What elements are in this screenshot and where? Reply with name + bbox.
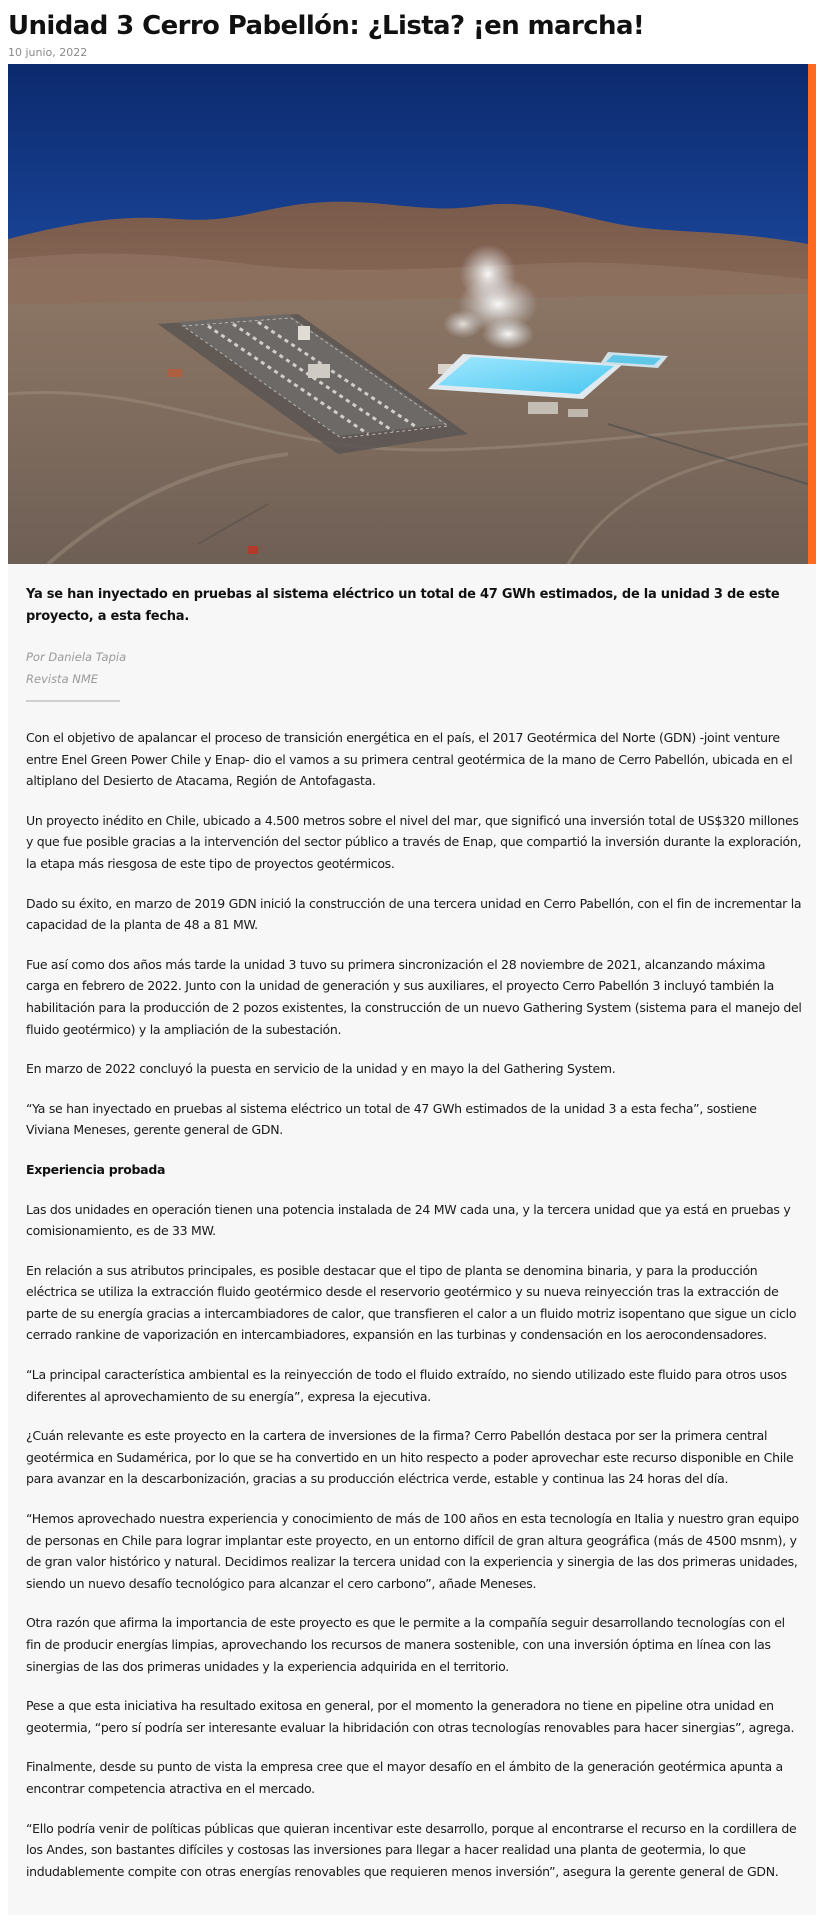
author-name: Por Daniela Tapia (26, 650, 127, 664)
article-date: 10 junio, 2022 (8, 46, 88, 59)
publication-name: Revista NME (26, 672, 99, 686)
article-lead: Ya se han inyectado en pruebas al sistema eléctrico un total de 47 GWh estimados, de la unidad 3 de este proyecto, a esta fecha. (26, 587, 780, 624)
article-body (8, 564, 816, 1915)
paragraph: Finalmente, desde su punto de vista la empresa cree que el mayor desafío en el ámbito de la generación geotérmica apunta a encontrar competencia atractiva en el mercado. (26, 1759, 783, 1796)
paragraph: ¿Cuán relevante es este proyecto en la cartera de inversiones de la firma? Cerro Pabellón destaca por ser la primera central geotérmica en Sudamérica, por lo que se ha convertido en un hito respecto a poder aprovechar este recurso disponible en Chile para avanzar en la descarbonización, gracias a su producción eléctrica verde, estable y continua las 24 horas del día. (26, 1428, 794, 1487)
paragraph: “Ello podría venir de políticas públicas que quieran incentivar este desarrollo, porque al encontrarse el recurso en la cordillera de los Andes, son bastantes difíciles y costosas las inversiones para llegar a hacer realidad una planta de geotermia, lo que indudablemente compite con otras energías renovables que requieren menos inversión”, asegura la gerente general de GDN. (26, 1820, 797, 1879)
paragraph: Pese a que esta iniciativa ha resultado exitosa en general, por el momento la generadora no tiene en pipeline otra unidad en geotermia, “pero sí podría ser interesante evaluar la hibridación con otras tecnologías renovables para hacer sinergias”, agrega. (26, 1698, 795, 1735)
paragraph: “La principal característica ambiental es la reinyección de todo el fluido extraído, no siendo utilizado este fluido para otros usos diferentes al aprovechamiento de su energía”, expresa la ejecutiva. (26, 1367, 787, 1404)
hero-image (8, 64, 808, 564)
article-content (26, 584, 802, 1900)
paragraph: En marzo de 2022 concluyó la puesta en servicio de la unidad y en mayo la del Gathering System. (26, 1061, 616, 1077)
paragraph: Un proyecto inédito en Chile, ubicado a 4.500 metros sobre el nivel del mar, que significó una inversión total de US$320 millones y que fue posible gracias a la intervención del sector público a través de Enap, que compartió la inversión durante la exploración, la etapa más riesgosa de este tipo de proyectos geotérmicos. (26, 812, 802, 871)
article-title: Unidad 3 Cerro Pabellón: ¿Lista? ¡en marcha! (8, 11, 645, 41)
paragraph: “Hemos aprovechado nuestra experiencia y conocimiento de más de 100 años en esta tecnología en Italia y nuestro gran equipo de personas en Chile para lograr implantar este proyecto, en un entorno difícil de gran altura geográfica (más de 4500 msnm), y de gran valor histórico y natural. Decidimos realizar la tercera unidad con la experiencia y sinergia de las dos primeras unidades, siendo un nuevo desafío tecnológico para alcanzar el cero carbono”, añade Meneses. (26, 1511, 799, 1591)
paragraph: En relación a sus atributos principales, es posible destacar que el tipo de planta se denomina binaria, y para la producción eléctrica se utiliza la extracción fluido geotérmico desde el reservorio geotérmico y su nueva reinyección tras la extracción de parte de su energía gracias a intercambiadores de calor, que transfieren el calor a un fluido motriz isopentano que sigue un ciclo cerrado rankine de vaporización en intercambiadores, expansión en las turbinas y condensación en los aerocondensadores. (26, 1262, 797, 1343)
paragraph: Con el objetivo de apalancar el proceso de transición energética en el país, el 2017 Geotérmica del Norte (GDN) -joint venture entre Enel Green Power Chile y Enap- dio el vamos a su primera central geotérmica de la mano de Cerro Pabellón, ubicada en el altiplano del Desierto de Atacama, Región de Antofagasta. (26, 730, 793, 789)
byline-divider (26, 700, 120, 702)
article-text (26, 727, 802, 1882)
paragraph: Las dos unidades en operación tienen una potencia instalada de 24 MW cada una, y la tercera unidad que ya está en pruebas y comisionamiento, es de 33 MW. (26, 1201, 791, 1239)
article-byline (26, 646, 802, 690)
paragraph: Fue así como dos años más tarde la unidad 3 tuvo su primera sincronización el 28 noviembre de 2021, alcanzando máxima carga en febrero de 2022. Junto con la unidad de generación y sus auxiliares, el proyecto Cerro Pabellón 3 incluyó también la habilitación para la producción de 2 pozos existentes, la construcción de un nuevo Gathering System (sistema para el manejo del fluido geotérmico) y la ampliación de la subestación. (26, 956, 802, 1037)
section-heading: Experiencia probada (26, 1161, 166, 1177)
paragraph: Dado su éxito, en marzo de 2019 GDN inició la construcción de una tercera unidad en Cerro Pabellón, con el fin de incrementar la capacidad de la planta de 48 a 81 MW. (26, 895, 802, 933)
hero-image-illustration (8, 64, 808, 564)
paragraph: “Ya se han inyectado en pruebas al sistema eléctrico un total de 47 GWh estimados de la unidad 3 a esta fecha”, sostiene Viviana Meneses, gerente general de GDN. (26, 1100, 757, 1138)
paragraph: Otra razón que afirma la importancia de este proyecto es que le permite a la compañía seguir desarrollando tecnologías con el fin de producir energías limpias, aprovechando los recursos de manera sostenible, con una inversión óptima en línea con las sinergias de las dos primeras unidades y la experiencia adquirida en el territorio. (26, 1615, 785, 1674)
accent-bar (808, 64, 816, 564)
